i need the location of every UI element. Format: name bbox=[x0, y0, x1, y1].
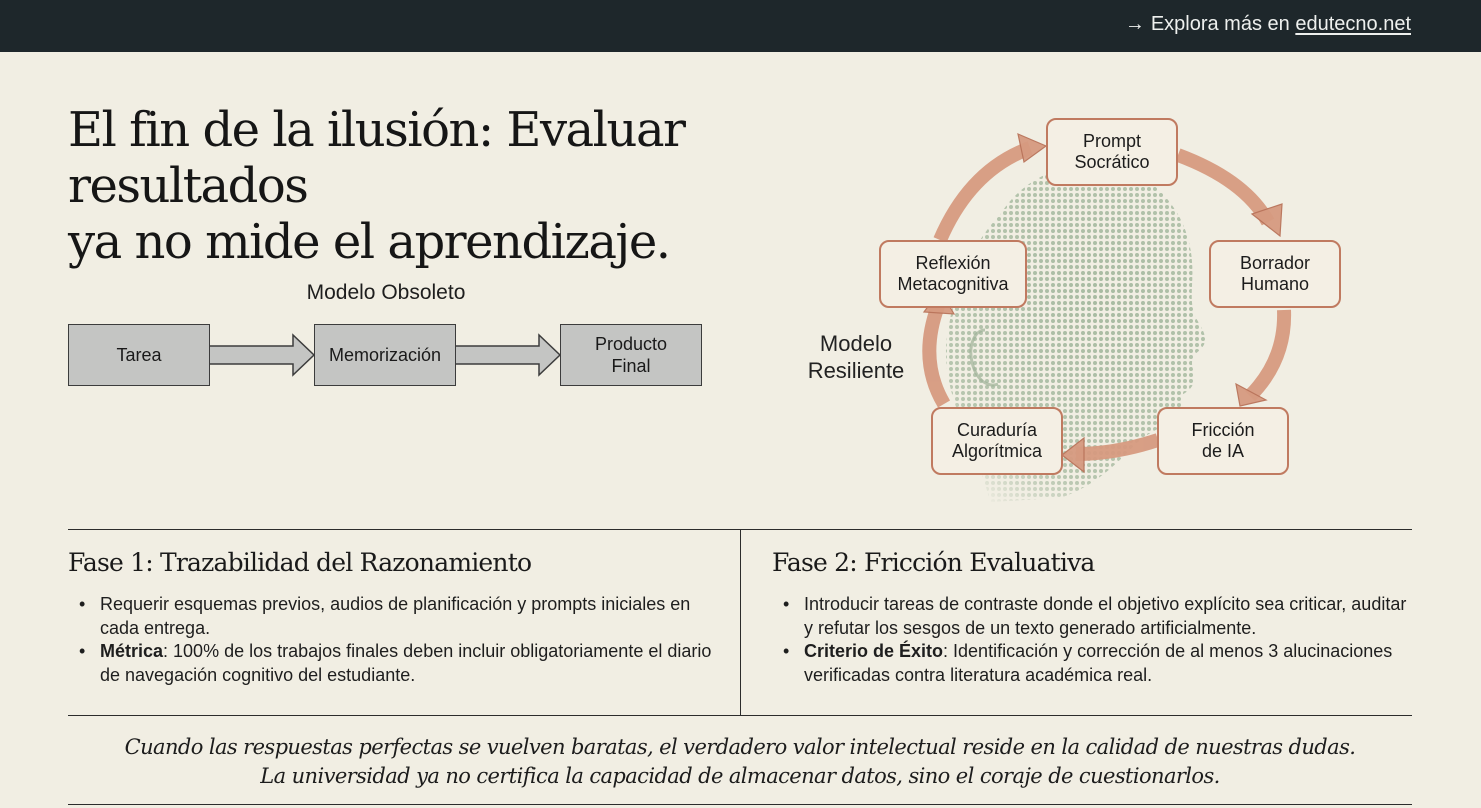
node-1-line-2: Socrático bbox=[1074, 152, 1150, 172]
cycle-arrow-prompt-to-draft bbox=[1178, 155, 1268, 222]
cycle-arrow-draft-to-friction bbox=[1250, 310, 1284, 396]
cycle-arrow-curation-to-reflection bbox=[929, 306, 944, 404]
quote-line-2: La universidad ya no certifica la capacidad de almacenar datos, sino el coraje de cuestionarlos. bbox=[260, 764, 1220, 788]
page-title-line-1: El fin de la ilusión: Evaluar resultados bbox=[68, 102, 685, 214]
phase-1-section bbox=[68, 548, 718, 687]
obsolete-model-title: Modelo Obsoleto bbox=[306, 281, 466, 304]
phase-1-bullet-2-label: Métrica bbox=[100, 641, 164, 661]
phase-1-bullet-1 bbox=[68, 593, 718, 640]
phase-2-title: Fase 2: Fricción Evaluativa bbox=[772, 548, 1095, 577]
node-4-line-2: Algorítmica bbox=[951, 441, 1043, 461]
phase-2-bullet-2-text: : Identificación y corrección de al menos 3 alucinaciones verificadas contra literatura académica real. bbox=[804, 641, 1393, 685]
closing-quote bbox=[68, 733, 1412, 791]
divider-middle bbox=[68, 715, 1412, 716]
node-5-line-2: Metacognitiva bbox=[897, 274, 1009, 294]
divider-bottom bbox=[68, 804, 1412, 805]
cycle-node-ai-friction bbox=[1157, 407, 1289, 475]
phase-1-bullet-1-text: Requerir esquemas previos, audios de planificación y prompts iniciales en cada entrega. bbox=[100, 594, 691, 638]
phase-1-title: Fase 1: Trazabilidad del Razonamiento bbox=[68, 548, 532, 577]
node-2-line-2: Humano bbox=[1240, 274, 1310, 294]
resilient-label-line-2: Resiliente bbox=[807, 358, 905, 383]
node-4-line-1: Curaduría bbox=[956, 420, 1038, 440]
cycle-node-algorithmic-curation bbox=[931, 407, 1063, 475]
page-title-line-2: ya no mide el aprendizaje. bbox=[68, 214, 670, 270]
node-3-line-1: Fricción bbox=[1191, 420, 1255, 440]
cycle-node-socratic-prompt bbox=[1046, 118, 1178, 186]
quote-line-1: Cuando las respuestas perfectas se vuelven baratas, el verdadero valor intelectual reside en la calidad de nuestras dudas. bbox=[124, 735, 1356, 759]
node-3-line-2: de IA bbox=[1201, 441, 1244, 461]
divider-vertical bbox=[740, 530, 741, 716]
node-2-line-1: Borrador bbox=[1239, 253, 1311, 273]
arrow-right-icon: → bbox=[1124, 13, 1145, 35]
explore-prefix: Explora más en bbox=[1150, 13, 1290, 35]
site-link[interactable]: edutecno.net bbox=[1295, 13, 1411, 35]
cycle-node-metacognitive-reflection bbox=[879, 240, 1027, 308]
obsolete-step-final-product-label: Producto Final bbox=[594, 334, 668, 376]
phase-2-section bbox=[772, 548, 1417, 687]
resilient-label-line-1: Modelo bbox=[819, 331, 893, 356]
phase-2-bullet-2-label: Criterio de Éxito bbox=[804, 641, 944, 661]
phase-2-bullet-1 bbox=[772, 593, 1417, 640]
obsolete-step-task-label: Tarea bbox=[116, 345, 162, 365]
phase-2-bullet-1-text: Introducir tareas de contraste donde el objetivo explícito sea criticar, auditar y refutar los sesgos de un texto generado artificialmente. bbox=[804, 594, 1407, 638]
phase-2-list bbox=[772, 593, 1417, 687]
phase-1-bullet-2-text: : 100% de los trabajos finales deben incluir obligatoriamente el diario de navegación cognitivo del estudiante. bbox=[100, 641, 712, 685]
node-5-line-1: Reflexión bbox=[915, 253, 991, 273]
phase-2-bullet-2 bbox=[772, 640, 1417, 687]
obsolete-step-memorization-label: Memorización bbox=[328, 345, 442, 365]
cycle-node-human-draft bbox=[1209, 240, 1341, 308]
node-1-line-1: Prompt bbox=[1082, 131, 1141, 151]
phase-1-bullet-2 bbox=[68, 640, 718, 687]
phase-1-list bbox=[68, 593, 718, 687]
